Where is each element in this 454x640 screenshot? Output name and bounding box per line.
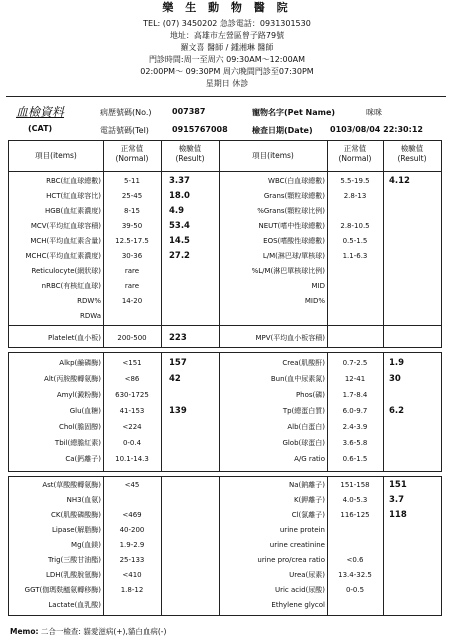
- test-result: 27.2: [169, 251, 190, 261]
- normal-range: 1.8-12: [120, 586, 144, 594]
- normal-range: 8-15: [124, 207, 140, 215]
- test-item: Lipase(解脂酶): [52, 526, 101, 534]
- test-item: urine protein: [279, 526, 325, 534]
- normal-range: 6.0-9.7: [342, 407, 368, 415]
- date-value: 0103/08/04 22:30:12: [330, 125, 423, 134]
- clinic-doctors: 羅文喜 醫師 / 鍾湘琳 醫師: [180, 43, 274, 52]
- tel-value: 0915767008: [172, 125, 228, 134]
- normal-range: 4.0-5.3: [342, 496, 368, 504]
- normal-range: 13.4-32.5: [338, 571, 372, 579]
- test-result: 118: [389, 510, 407, 520]
- pet-value: 咪咪: [366, 108, 382, 117]
- normal-range: 0.7-2.5: [342, 359, 368, 367]
- platelet-result: 223: [169, 333, 187, 343]
- test-result: 4.9: [169, 206, 185, 216]
- test-item: Ethylene glycol: [271, 601, 325, 609]
- clinic-closed: 星期日 休診: [205, 79, 249, 88]
- test-item: MCHC(平均血紅素濃度): [25, 252, 101, 260]
- header-items-right: 項目(items): [252, 151, 294, 160]
- date-label: 檢查日期(Date): [252, 126, 313, 135]
- record-label: 病歷號碼(No.): [100, 108, 152, 117]
- test-item: urine creatinine: [269, 541, 325, 549]
- clinic-hours-1: 門診時間:周一至周六 09:30AM～12:00AM: [148, 55, 306, 64]
- test-item: NH3(血氨): [66, 496, 101, 504]
- test-result: 4.12: [389, 176, 410, 186]
- test-item: %L/M(淋巴單核球比例): [251, 267, 325, 275]
- normal-range: <151: [122, 359, 142, 367]
- memo-text: 二合一檢查: 貓愛滋病(+),貓白血病(-): [40, 627, 167, 636]
- normal-range: <410: [122, 571, 142, 579]
- normal-range: 3.6-5.8: [342, 439, 368, 447]
- test-item: Alkp(鹼磷酶): [59, 359, 101, 367]
- test-item: NEUT(嗜中性球總數): [258, 222, 325, 230]
- test-item: Mg(血鎂): [71, 541, 101, 549]
- normal-range: 0-0.4: [122, 439, 142, 447]
- normal-range: <224: [122, 423, 142, 431]
- test-item: HGB(血紅素濃度): [45, 207, 101, 215]
- normal-range: 12.5-17.5: [115, 237, 149, 245]
- test-item: Reticulocyte(網狀球): [31, 267, 101, 275]
- test-result: 53.4: [169, 221, 190, 231]
- test-item: Crea(肌酸酐): [282, 359, 325, 367]
- test-item: Alb(白蛋白): [287, 423, 325, 431]
- memo: [10, 626, 166, 637]
- test-item: Na(鈉離子): [289, 481, 325, 489]
- test-item: RDWa: [79, 312, 101, 320]
- test-result: 157: [169, 358, 187, 368]
- mpv-item: MPV(平均血小板容積): [255, 334, 325, 342]
- test-item: MCH(平均血紅素含量): [30, 237, 101, 245]
- normal-range: 5-11: [124, 177, 140, 185]
- test-item: CK(肌酸磷酸酶): [51, 511, 101, 519]
- chemistry-table: [8, 352, 442, 472]
- normal-range: 25-133: [119, 556, 145, 564]
- test-item: nRBC(有核紅血球): [41, 282, 101, 290]
- normal-range: 39-50: [121, 222, 143, 230]
- test-result: 30: [389, 374, 401, 384]
- normal-range: 25-45: [121, 192, 143, 200]
- test-result: 3.37: [169, 176, 190, 186]
- normal-range: 0-0.5: [345, 586, 365, 594]
- normal-range: 2.8-13: [343, 192, 367, 200]
- test-item: A/G ratio: [294, 455, 325, 463]
- test-item: Glob(球蛋白): [282, 439, 325, 447]
- test-item: Cl(氯離子): [291, 511, 325, 519]
- normal-range: 0.6-1.5: [342, 455, 368, 463]
- test-result: 6.2: [389, 406, 405, 416]
- normal-range: <45: [124, 481, 140, 489]
- test-item: RBC(紅血球總數): [46, 177, 101, 185]
- test-item: Trig(三酸甘油酯): [48, 556, 101, 564]
- normal-range: 12-41: [344, 375, 366, 383]
- test-item: Glu(血糖): [69, 407, 101, 415]
- test-result: 18.0: [169, 191, 190, 201]
- test-item: Phos(磷): [295, 391, 325, 399]
- normal-range: 41-153: [119, 407, 145, 415]
- header-divider: [6, 96, 446, 97]
- pet-label: 寵物名字(Pet Name): [252, 108, 336, 117]
- test-item: Grans(顆粒球總數): [263, 192, 325, 200]
- normal-range: 116-125: [340, 511, 370, 519]
- test-item: Urea(尿素): [289, 571, 325, 579]
- test-item: MID: [311, 282, 325, 290]
- normal-range: 1.1-6.3: [342, 252, 368, 260]
- tel-label: 電話號碼(Tel): [100, 126, 149, 135]
- test-result: 42: [169, 374, 181, 384]
- normal-range: rare: [124, 267, 140, 275]
- test-result: 151: [389, 480, 407, 490]
- test-item: L/M(淋巴球/單核球): [262, 252, 325, 260]
- normal-range: 5.5-19.5: [340, 177, 370, 185]
- normal-range: 1.7-8.4: [342, 391, 368, 399]
- test-item: EOS(嗜酸性球總數): [263, 237, 325, 245]
- normal-range: rare: [124, 282, 140, 290]
- test-item: Chol(膽固醇): [58, 423, 101, 431]
- clinic-hours-2: 02:00PM～ 09:30PM 周六晚間門診至07:30PM: [140, 67, 314, 76]
- normal-range: <0.6: [346, 556, 364, 564]
- test-result: 1.9: [389, 358, 405, 368]
- header-result-right: 檢驗值 (Result): [397, 144, 427, 163]
- test-item: Bun(血中尿素氮): [270, 375, 325, 383]
- normal-range: <469: [122, 511, 142, 519]
- test-item: LDH(乳酸脫氫酶): [45, 571, 101, 579]
- test-result: 14.5: [169, 236, 190, 246]
- record-value: 007387: [172, 107, 206, 116]
- normal-range: 1.9-2.9: [119, 541, 145, 549]
- test-item: GGT(伽瑪麩醯氨轉移酶): [24, 586, 101, 594]
- test-item: Alt(丙胺酸轉氨酶): [44, 375, 101, 383]
- normal-range: 151-158: [340, 481, 370, 489]
- normal-range: <86: [124, 375, 140, 383]
- test-item: %Grans(顆粒球比例): [257, 207, 325, 215]
- normal-range: 630-1725: [115, 391, 149, 399]
- header-items-left: 項目(items): [35, 151, 77, 160]
- normal-range: 10.1-14.3: [115, 455, 149, 463]
- test-item: MCV(平均紅血球容積): [30, 222, 101, 230]
- normal-range: 30-36: [121, 252, 143, 260]
- platelet-item: Platelet(血小板): [48, 334, 101, 342]
- header-normal-left: 正常值 (Normal): [115, 144, 149, 163]
- header-result-left: 檢驗值 (Result): [175, 144, 205, 163]
- clinic-address: 地址：高雄市左營區曾子路79號: [169, 31, 285, 40]
- normal-range: 40-200: [119, 526, 145, 534]
- platelet-normal: 200-500: [117, 334, 147, 342]
- test-item: Tbil(總膽紅素): [54, 439, 101, 447]
- test-item: Ca(鈣離子): [65, 455, 101, 463]
- test-item: urine pro/crea ratio: [257, 556, 325, 564]
- test-item: RDW%: [77, 297, 101, 305]
- memo-label: Memo:: [10, 627, 39, 636]
- test-item: Lactate(血乳酸): [48, 601, 101, 609]
- electrolyte-table: [8, 476, 442, 616]
- test-item: Amyl(澱粉酶): [56, 391, 101, 399]
- test-item: Uric acid(尿酸): [274, 586, 325, 594]
- normal-range: 2.4-3.9: [342, 423, 368, 431]
- clinic-tel: TEL: (07) 3450202 急診電話：0931301530: [143, 19, 311, 28]
- clinic-name: 樂 生 動 物 醫 院: [162, 1, 292, 14]
- report-title: 血檢資料: [16, 105, 65, 119]
- normal-range: 2.8-10.5: [340, 222, 370, 230]
- test-item: Ast(草酸酸轉氨酶): [42, 481, 101, 489]
- test-item: Tp(總蛋白質): [282, 407, 325, 415]
- normal-range: 0.5-1.5: [342, 237, 368, 245]
- test-item: MID%: [304, 297, 325, 305]
- header-normal-right: 正常值 (Normal): [338, 144, 372, 163]
- cbc-table: [8, 140, 442, 348]
- test-item: HCT(紅血球容比): [46, 192, 101, 200]
- test-result: 139: [169, 406, 187, 416]
- report-subtitle: (CAT): [28, 124, 53, 133]
- normal-range: 14-20: [121, 297, 143, 305]
- test-item: WBC(白血球總數): [268, 177, 325, 185]
- test-item: K(鉀離子): [293, 496, 325, 504]
- test-result: 3.7: [389, 495, 405, 505]
